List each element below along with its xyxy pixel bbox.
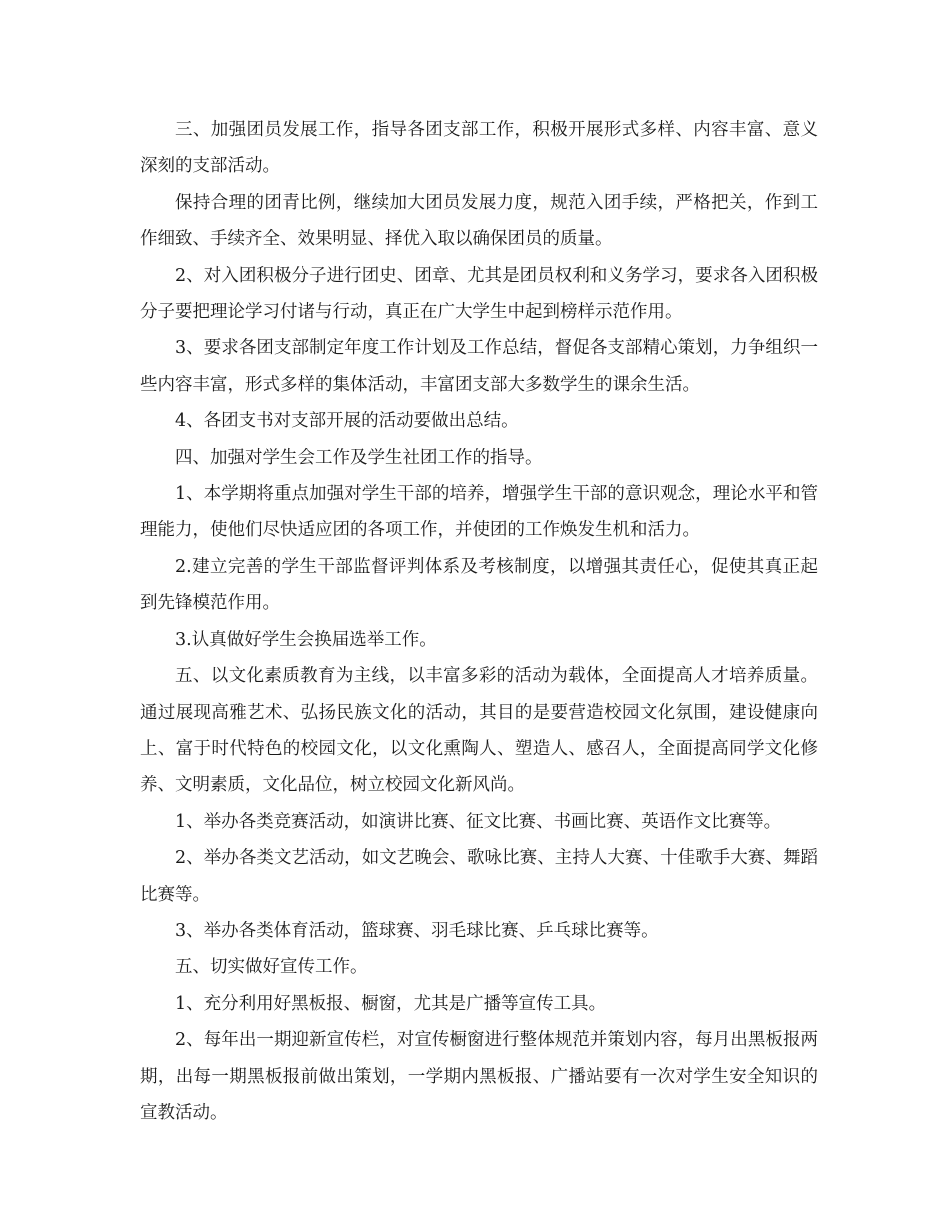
paragraph-11: 1、举办各类竞赛活动，如演讲比赛、征文比赛、书画比赛、英语作文比赛等。 (175, 811, 782, 832)
paragraph-9: 3.认真做好学生会换届选举工作。 (175, 629, 437, 650)
paragraph-10: 五、以文化素质教育为主线，以丰富多彩的活动为载体，全面提高人才培养质量。通过展现高雅艺术、弘扬民族文化的活动，其目的是要营造校园文化氛围，建设健康向上、富于时代特色的校园文化，以文化熏陶人、塑造人、感召人，全面提高同学文化修养、文明素质，文化品位，树立校园文化新风尚。 (140, 666, 818, 796)
paragraph-16: 2、每年出一期迎新宣传栏，对宣传橱窗进行整体规范并策划内容，每月出黑板报两期，出每一期黑板报前做出策划，一学期内黑板报、广播站要有一次对学生安全知识的宣教活动。 (140, 1030, 818, 1123)
paragraph-5: 4、各团支书对支部开展的活动要做出总结。 (175, 411, 519, 432)
document-body (140, 112, 818, 1131)
paragraph-8: 2.建立完善的学生干部监督评判体系及考核制度，以增强其责任心，促使其真正起到先锋模范作用。 (140, 556, 818, 614)
paragraph-1: 三、加强团员发展工作，指导各团支部工作，积极开展形式多样、内容丰富、意义深刻的支部活动。 (140, 120, 818, 177)
paragraph-7: 1、本学期将重点加强对学生干部的培养，增强学生干部的意识观念，理论水平和管理能力，使他们尽快适应团的各项工作，并使团的工作焕发生机和活力。 (140, 484, 818, 541)
paragraph-15: 1、充分利用好黑板报、橱窗，尤其是广播等宣传工具。 (175, 993, 607, 1014)
paragraph-6: 四、加强对学生会工作及学生社团工作的指导。 (175, 447, 543, 468)
paragraph-14: 五、切实做好宣传工作。 (175, 957, 368, 978)
paragraph-12: 2、举办各类文艺活动，如文艺晚会、歌咏比赛、主持人大赛、十佳歌手大赛、舞蹈比赛等。 (140, 848, 818, 905)
paragraph-4: 3、要求各团支部制定年度工作计划及工作总结，督促各支部精心策划，力争组织一些内容丰富，形式多样的集体活动，丰富团支部大多数学生的课余生活。 (140, 338, 818, 395)
paragraph-3: 2、对入团积极分子进行团史、团章、尤其是团员权利和义务学习，要求各入团积极分子要把理论学习付诸与行动，真正在广大学生中起到榜样示范作用。 (140, 265, 818, 323)
paragraph-13: 3、举办各类体育活动，篮球赛、羽毛球比赛、乒乓球比赛等。 (175, 920, 659, 941)
paragraph-2: 保持合理的团青比例，继续加大团员发展力度，规范入团手续，严格把关，作到工作细致、手续齐全、效果明显、择优入取以确保团员的质量。 (140, 192, 818, 250)
